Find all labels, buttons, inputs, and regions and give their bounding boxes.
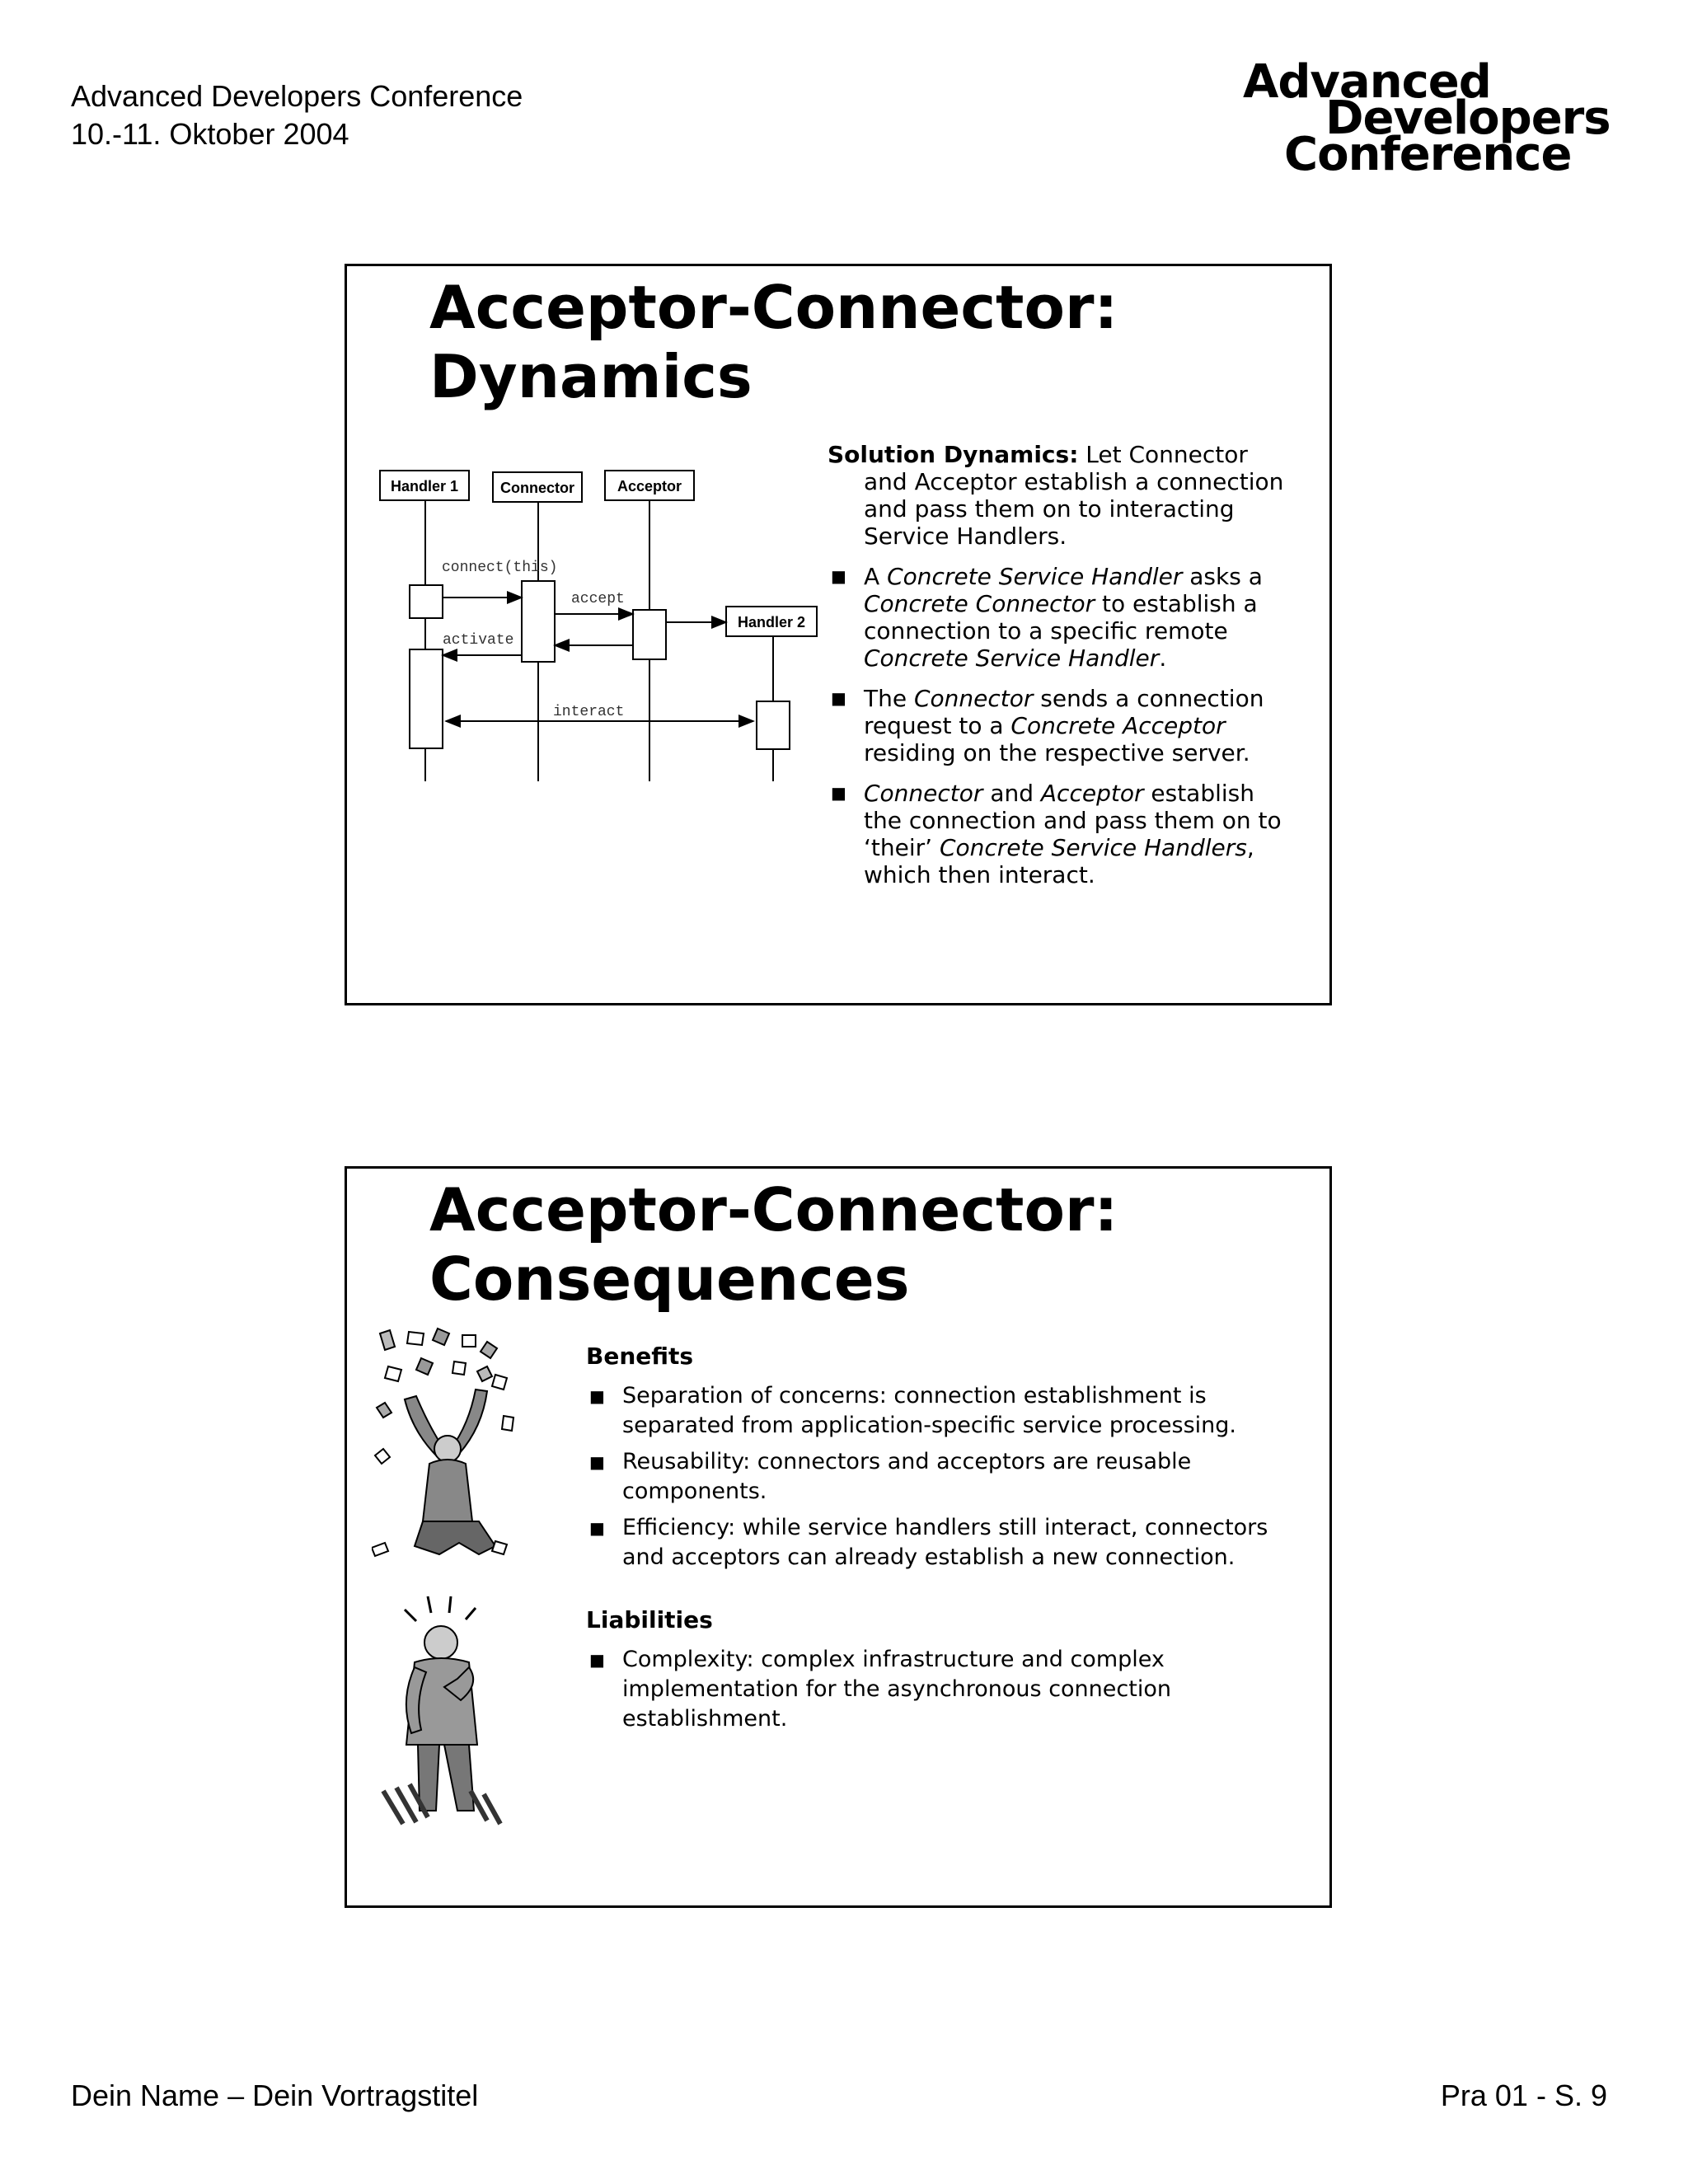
msg-accept-label: accept xyxy=(571,591,625,607)
emphasized-term: Concrete Service Handler xyxy=(887,563,1183,590)
solution-bullet-item xyxy=(828,563,1289,672)
bullet-icon: ■ xyxy=(589,1518,605,1538)
bullet-icon: ■ xyxy=(831,688,846,708)
liability-item-text: Complexity: complex infrastructure and complex implementation for the asynchronous connection establishment. xyxy=(622,1647,1171,1732)
happy-man-clipart xyxy=(372,1325,520,1564)
benefits-list xyxy=(586,1381,1295,1572)
liabilities-section xyxy=(586,1605,1295,1749)
worried-man-clipart xyxy=(380,1593,512,1840)
participant-connector: Connector xyxy=(500,480,574,496)
participant-handler-1: Handler 1 xyxy=(390,478,459,494)
msg-activate-label: activate xyxy=(443,632,514,649)
bullet-icon: ■ xyxy=(831,566,846,586)
emphasized-term: Connector xyxy=(913,685,1034,712)
emphasized-term: Concrete Acceptor xyxy=(1010,712,1226,739)
participant-acceptor: Acceptor xyxy=(617,478,682,494)
benefit-item-text: Reusability: connectors and acceptors are reusable components. xyxy=(622,1449,1192,1504)
emphasized-term: Concrete Service Handler xyxy=(864,644,1160,672)
slide-title xyxy=(429,1175,1118,1314)
sequence-diagram xyxy=(363,464,825,794)
bullet-text: A xyxy=(864,563,888,590)
benefit-item-text: Separation of concerns: connection establishment is separated from application-specific service processing. xyxy=(622,1383,1237,1438)
activation-handler-1-b xyxy=(410,649,443,748)
benefit-item xyxy=(586,1447,1295,1507)
benefits-heading: Benefits xyxy=(586,1343,694,1370)
emphasized-term: Concrete Service Handlers xyxy=(939,834,1247,861)
title-line-1: Acceptor-Connector: xyxy=(429,1175,1118,1244)
bullet-icon: ■ xyxy=(589,1452,605,1472)
bullet-text: asks a xyxy=(1182,563,1263,590)
bullet-text: to establish a connection to a specific remote xyxy=(864,590,1258,644)
title-line-2: Consequences xyxy=(429,1244,910,1314)
bullet-icon: ■ xyxy=(831,783,846,803)
bullet-icon: ■ xyxy=(589,1386,605,1406)
bullet-text: sends a connection request to a xyxy=(864,685,1264,739)
emphasized-term: Acceptor xyxy=(1040,780,1144,807)
solution-description: Let Connector and Acceptor establish a connection and pass them on to interacting Service Handlers. xyxy=(864,441,1284,550)
liabilities-heading: Liabilities xyxy=(586,1606,713,1633)
solution-bullet-item xyxy=(828,780,1289,888)
bullet-text: The xyxy=(864,685,914,712)
header xyxy=(71,77,523,153)
benefit-item xyxy=(586,1513,1295,1572)
solution-bullets xyxy=(828,563,1289,888)
solution-text xyxy=(828,441,1289,902)
slide-dynamics xyxy=(345,264,1332,1005)
slide-consequences xyxy=(345,1166,1332,1908)
logo-line-2: Developers xyxy=(1325,91,1611,145)
emphasized-term: Connector xyxy=(864,780,983,807)
msg-connect-label: connect(this) xyxy=(442,560,558,576)
solution-intro xyxy=(828,441,1289,550)
solution-label: Solution Dynamics: xyxy=(828,441,1079,468)
activation-handler-2 xyxy=(757,701,790,749)
logo-line-3: Conference xyxy=(1284,128,1572,181)
activation-connector xyxy=(522,581,555,662)
title-line-2: Dynamics xyxy=(429,342,753,411)
bullet-text: residing on the respective server. xyxy=(864,739,1250,766)
bullet-text: , which then interact. xyxy=(864,834,1254,888)
logo-line-1: Advanced xyxy=(1243,55,1491,109)
participant-handler-2: Handler 2 xyxy=(737,614,806,630)
liabilities-list xyxy=(586,1645,1295,1734)
title-line-1: Acceptor-Connector: xyxy=(429,273,1118,342)
conference-name: Advanced Developers Conference xyxy=(71,79,523,113)
conference-date: 10.-11. Oktober 2004 xyxy=(71,117,349,151)
bullet-text: . xyxy=(1159,644,1167,672)
benefit-item-text: Efficiency: while service handlers still interact, connectors and acceptors can already establish a new connection. xyxy=(622,1515,1268,1570)
bullet-text: and xyxy=(982,780,1041,807)
footer-page-number: Pra 01 - S. 9 xyxy=(1440,2079,1607,2112)
msg-interact-label: interact xyxy=(553,704,625,720)
activation-handler-1-a xyxy=(410,585,443,618)
solution-bullet-item xyxy=(828,685,1289,766)
slide-title xyxy=(429,273,1118,411)
conference-logo xyxy=(1243,55,1630,181)
liability-item xyxy=(586,1645,1295,1734)
bullet-text: establish the connection and pass them on to ‘their’ xyxy=(864,780,1282,861)
emphasized-term: Concrete Connector xyxy=(864,590,1095,617)
benefit-item xyxy=(586,1381,1295,1441)
activation-acceptor xyxy=(633,610,666,659)
bullet-icon: ■ xyxy=(589,1650,605,1670)
footer-speaker-title: Dein Name – Dein Vortragstitel xyxy=(71,2079,479,2112)
benefits-section xyxy=(586,1342,1295,1587)
